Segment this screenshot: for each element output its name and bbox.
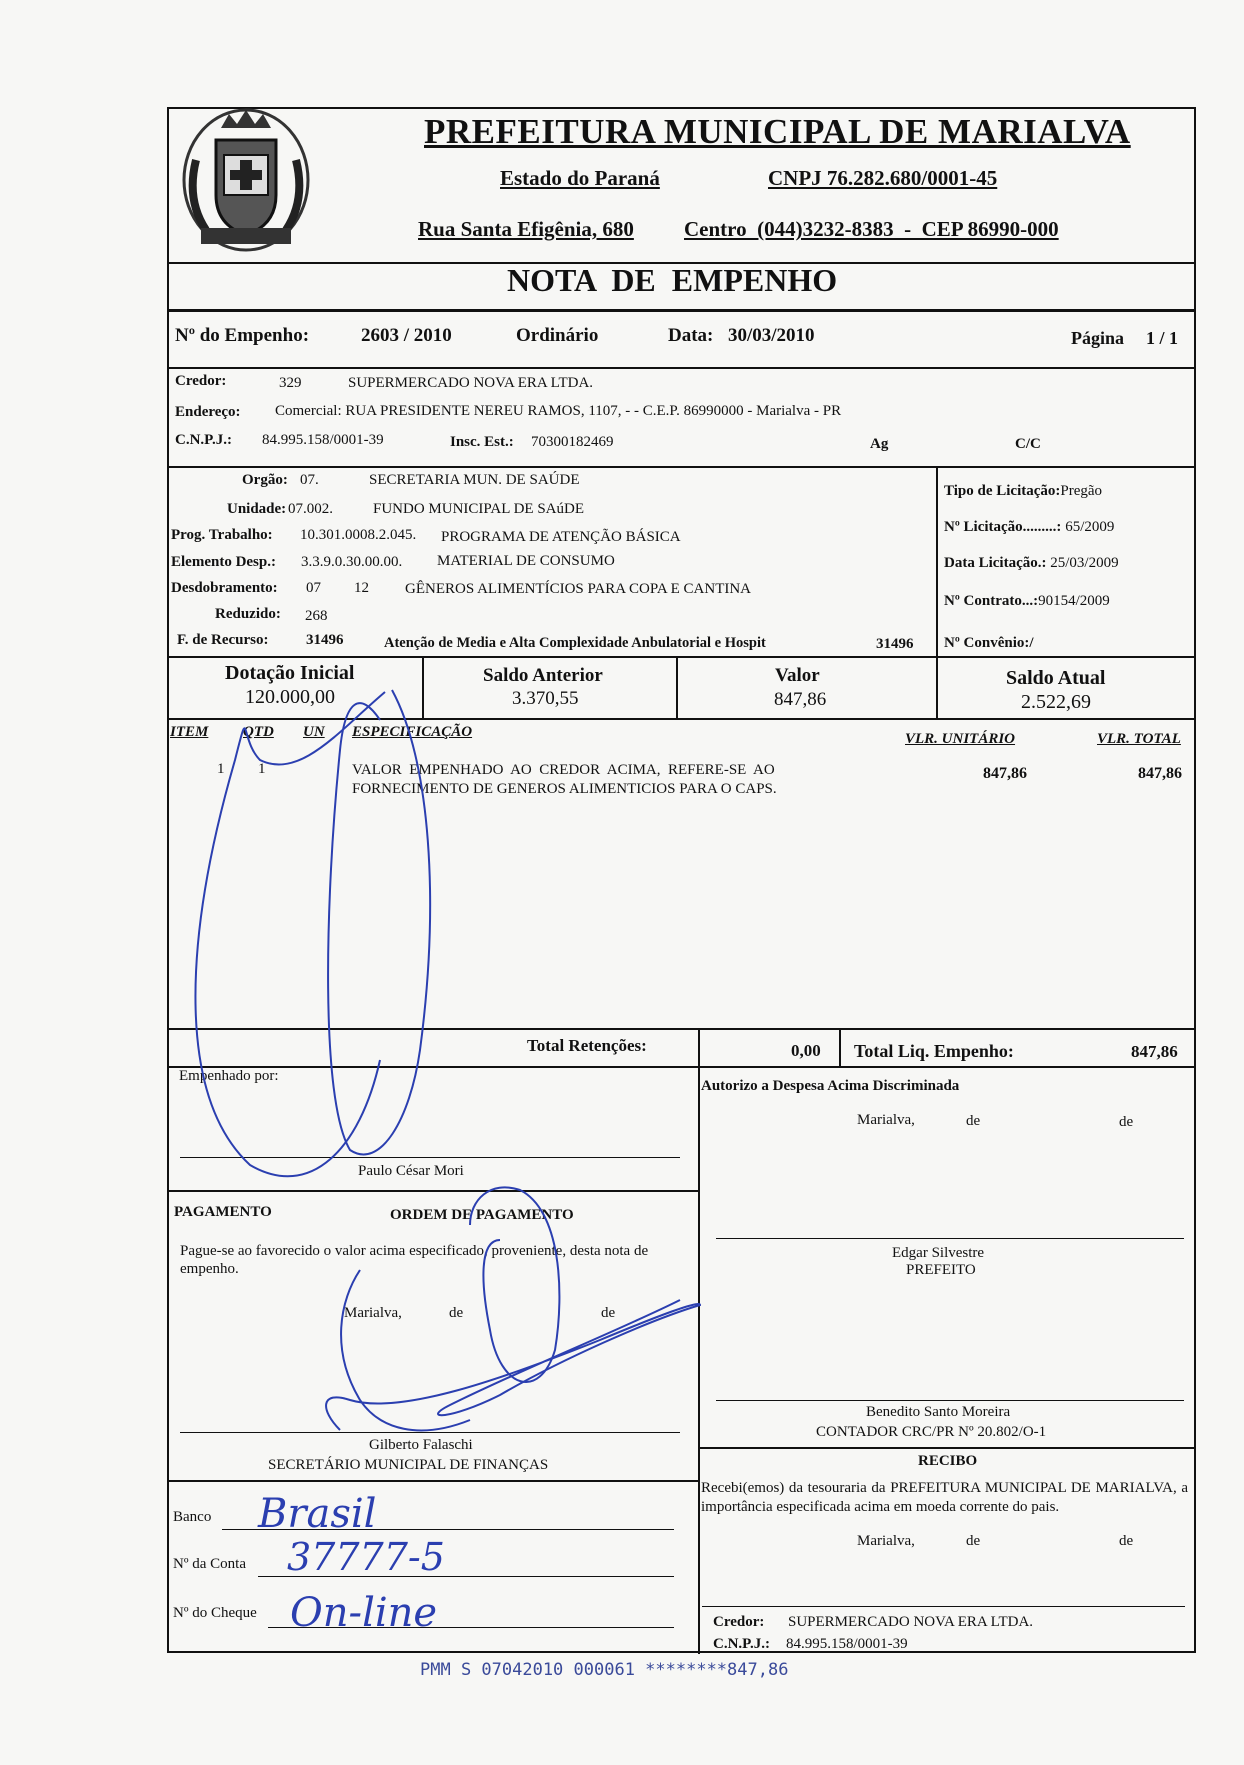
recibo-de1: de: [966, 1533, 981, 1549]
col-un: UN: [303, 724, 325, 740]
elemento-name: MATERIAL DE CONSUMO: [437, 553, 615, 569]
convenio: Nº Convênio:/: [944, 635, 1034, 651]
empenho-number-label: Nº do Empenho:: [175, 325, 310, 346]
footer-cnpj: 84.995.158/0001-39: [786, 1636, 908, 1652]
contador-role: CONTADOR CRC/PR Nº 20.802/O-1: [816, 1424, 1047, 1440]
dotacao-value: 120.000,00: [245, 686, 335, 708]
address-contact: Centro (044)3232-8383 - CEP 86990-000: [684, 217, 1059, 241]
prog-name: PROGRAMA DE ATENÇÃO BÁSICA: [441, 529, 681, 545]
empenhado-label: Empenhado por:: [179, 1068, 279, 1084]
recurso-code-2: 31496: [876, 636, 914, 652]
col-vlr-total: VLR. TOTAL: [1097, 731, 1181, 747]
prog-label: Prog. Trabalho:: [171, 527, 273, 543]
document-title: NOTA DE EMPENHO: [507, 262, 838, 298]
tipo-licitacao-label: Tipo de Licitação:Pregão: [944, 483, 1103, 499]
saldo-atual-value: 2.522,69: [1021, 691, 1091, 713]
credor-cnpj: 84.995.158/0001-39: [262, 432, 384, 448]
empenho-date: 30/03/2010: [728, 325, 815, 346]
autorizo-de1: de: [966, 1113, 981, 1129]
recibo-de2: de: [1119, 1533, 1134, 1549]
item-unit-value: 847,86: [983, 765, 1027, 782]
item-spec-line2: FORNECIMENTO DE GENEROS ALIMENTICIOS PARA O CAPS.: [352, 781, 777, 797]
insc-value: 70300182469: [531, 434, 614, 450]
desdobramento-name: GÊNEROS ALIMENTÍCIOS PARA COPA E CANTINA: [405, 581, 752, 597]
col-item: ITEM: [170, 724, 209, 740]
footer-credor-label: Credor:: [713, 1614, 765, 1630]
recibo-label: RECIBO: [918, 1453, 978, 1469]
coat-of-arms-logo: [176, 100, 316, 260]
pagamento-signer: Gilberto Falaschi: [369, 1437, 473, 1453]
autorizo-label: Autorizo a Despesa Acima Discriminada: [701, 1078, 960, 1094]
desdobramento-label: Desdobramento:: [171, 580, 278, 596]
cnpj-label: C.N.P.J.:: [175, 432, 232, 448]
cnpj-header: CNPJ 76.282.680/0001-45: [768, 166, 998, 190]
recurso-name: Atenção de Media e Alta Complexidade Anbulatorial e Hospit: [384, 635, 766, 651]
footer-cnpj-label: C.N.P.J.:: [713, 1636, 770, 1652]
street-address: Rua Santa Efigênia, 680: [418, 217, 634, 241]
dotacao-label: Dotação Inicial: [225, 662, 355, 684]
saldo-anterior-label: Saldo Anterior: [483, 665, 603, 686]
total-retencoes-label: Total Retenções:: [527, 1036, 647, 1055]
pagamento-label: PAGAMENTO: [174, 1204, 272, 1220]
footer-credor-name: SUPERMERCADO NOVA ERA LTDA.: [788, 1614, 1034, 1630]
credor-name: SUPERMERCADO NOVA ERA LTDA.: [348, 375, 594, 391]
autorizo-city: Marialva,: [857, 1112, 915, 1128]
municipality-title: PREFEITURA MUNICIPAL DE MARIALVA: [424, 112, 1131, 151]
page-number: 1 / 1: [1146, 328, 1179, 348]
item-number: 1: [217, 761, 225, 777]
insc-label: Insc. Est.:: [450, 434, 514, 450]
conta-label: Nº da Conta: [173, 1556, 246, 1572]
prefeito-name: Edgar Silvestre: [892, 1245, 985, 1261]
address-label: Endereço:: [175, 404, 241, 420]
banco-value: Brasil: [258, 1491, 377, 1537]
elemento-label: Elemento Desp.:: [171, 554, 276, 570]
autorizo-de2: de: [1119, 1114, 1134, 1130]
prefeito-role: PREFEITO: [906, 1262, 976, 1278]
contrato: Nº Contrato...:90154/2009: [944, 593, 1110, 609]
empenho-type: Ordinário: [516, 325, 599, 346]
desdobramento-code-a: 07: [306, 580, 321, 596]
num-licitacao: Nº Licitação.........: 65/2009: [944, 519, 1115, 535]
credor-label: Credor:: [175, 373, 227, 389]
item-total-value: 847,86: [1138, 765, 1182, 782]
credor-code: 329: [279, 375, 302, 391]
item-qty: 1: [258, 761, 266, 777]
unidade-label: Unidade:: [227, 501, 287, 517]
pagamento-signer-role: SECRETÁRIO MUNICIPAL DE FINANÇAS: [268, 1457, 549, 1473]
col-especificacao: ESPECIFICAÇÃO: [352, 724, 473, 740]
col-vlr-unitario: VLR. UNITÁRIO: [905, 731, 1016, 747]
empenho-number: 2603 / 2010: [361, 325, 452, 346]
pagamento-city: Marialva,: [344, 1305, 402, 1321]
elemento-code: 3.3.9.0.30.00.00.: [301, 554, 403, 570]
state-name: Estado do Paraná: [500, 166, 660, 190]
orgao-label: Orgão:: [242, 472, 288, 488]
cc-label: C/C: [1015, 436, 1041, 452]
payment-stamp: PMM S 07042010 000061 ********847,86: [420, 1660, 789, 1680]
ordem-pagamento-label: ORDEM DE PAGAMENTO: [390, 1207, 574, 1223]
saldo-anterior-value: 3.370,55: [512, 688, 579, 709]
banco-label: Banco: [173, 1509, 212, 1525]
empenho-date-label: Data:: [668, 325, 714, 346]
unidade-name: FUNDO MUNICIPAL DE SAúDE: [373, 501, 584, 517]
pagamento-text: Pague-se ao favorecido o valor acima especificado, proveniente, desta nota de empenho.: [180, 1243, 649, 1277]
recibo-text: Recebi(emos) da tesouraria da PREFEITURA MUNICIPAL DE MARIALVA, a importância especificada acima em moeda corrente do pais.: [701, 1480, 1188, 1515]
valor-label: Valor: [775, 665, 820, 686]
unidade-code: 07.002.: [288, 501, 333, 517]
cheque-label: Nº do Cheque: [173, 1605, 257, 1621]
empenhado-name: Paulo César Mori: [358, 1163, 464, 1179]
recibo-city: Marialva,: [857, 1533, 915, 1549]
desdobramento-code-b: 12: [354, 580, 369, 596]
cheque-value: On-line: [290, 1590, 438, 1636]
recurso-code: 31496: [306, 632, 344, 648]
item-spec-line1: VALOR EMPENHADO AO CREDOR ACIMA, REFERE-SE AO: [352, 762, 775, 778]
page-label: Página: [1071, 328, 1125, 348]
orgao-name: SECRETARIA MUN. DE SAÚDE: [369, 472, 580, 488]
total-liq-value: 847,86: [1131, 1042, 1178, 1061]
ag-label: Ag: [870, 436, 889, 452]
orgao-code: 07.: [300, 472, 319, 488]
contador-name: Benedito Santo Moreira: [866, 1404, 1011, 1420]
valor-value: 847,86: [774, 689, 827, 710]
recurso-label: F. de Recurso:: [177, 632, 269, 648]
conta-value: 37777-5: [287, 1535, 445, 1579]
total-retencoes-value: 0,00: [791, 1041, 821, 1060]
credor-address: Comercial: RUA PRESIDENTE NEREU RAMOS, 1107, - - C.E.P. 86990000 - Marialva - PR: [275, 403, 842, 419]
total-liq-label: Total Liq. Empenho:: [854, 1041, 1014, 1061]
col-qtd: QTD: [243, 724, 274, 740]
prog-code: 10.301.0008.2.045.: [300, 527, 417, 543]
reduzido-value: 268: [305, 608, 328, 624]
reduzido-label: Reduzido:: [215, 606, 281, 622]
data-licitacao: Data Licitação.: 25/03/2009: [944, 555, 1119, 571]
saldo-atual-label: Saldo Atual: [1006, 667, 1106, 689]
pagamento-de1: de: [449, 1305, 464, 1321]
pagamento-de2: de: [601, 1305, 616, 1321]
